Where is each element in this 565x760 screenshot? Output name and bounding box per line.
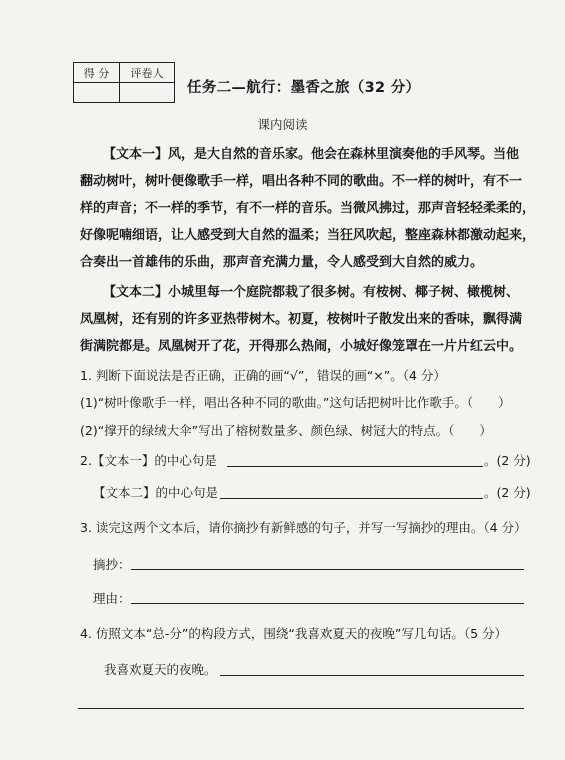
text1-line: 好像呢喃细语，让人感受到大自然的温柔；当狂风吹起，整座森林都激动起来， <box>80 228 536 243</box>
q1-item2: (2)“撑开的绿绒大伞”写出了榕树数量多、颜色绿、树冠大的特点。（ ） <box>80 423 492 438</box>
q4-stem: 4. 仿照文本“总-分”的构段方式，围绕“我喜欢夏天的夜晚”写几句话。（5 分） <box>80 626 507 641</box>
q2-text1-label: 2.【文本一】的中心句是 <box>80 453 217 468</box>
q3-excerpt-label: 摘抄： <box>93 557 131 572</box>
task-title: 任务二—航行：墨香之旅（32 分） <box>187 80 421 96</box>
q2-score-2: 。(2 分) <box>484 485 531 500</box>
q3-reason-label: 理由： <box>93 591 131 606</box>
text2-line: 【文本二】小城里每一个庭院都栽了很多树。有桉树、椰子树、橄榄树、 <box>103 285 520 300</box>
q3-stem: 3. 读完这两个文本后，请你摘抄有新鲜感的句子，并写一写摘抄的理由。（4 分） <box>80 520 527 535</box>
text1-line: 【文本一】风，是大自然的音乐家。他会在森林里演奏他的手风琴。当他 <box>103 147 520 162</box>
score-box <box>73 62 175 103</box>
q3-reason-line[interactable] <box>131 603 524 604</box>
q1-item1: (1)“树叶像歌手一样，唱出各种不同的歌曲。”这句话把树叶比作歌手。（ ） <box>80 395 511 410</box>
text2-line: 街满院都是。凤凰树开了花，开得那么热闹，小城好像笼罩在一片片红云中。 <box>80 339 523 354</box>
score-cell[interactable] <box>74 83 120 103</box>
q2-text2-label: 【文本二】的中心句是 <box>93 485 219 500</box>
section-title: 课内阅读 <box>257 117 308 132</box>
q2-answer-line-2[interactable] <box>220 498 483 499</box>
q3-excerpt-line[interactable] <box>131 569 524 570</box>
q2-answer-line-1[interactable] <box>227 466 483 467</box>
q4-answer-line-2[interactable] <box>78 708 524 709</box>
q2-score-1: 。(2 分) <box>484 453 531 468</box>
q4-start-sentence: 我喜欢夏天的夜晚。 <box>104 662 217 677</box>
q4-answer-line-1[interactable] <box>220 675 524 676</box>
text2-line: 凤凰树，还有别的许多亚热带树木。初夏，桉树叶子散发出来的香味，飘得满 <box>80 312 523 327</box>
q1-stem: 1. 判断下面说法是否正确，正确的画“√”，错误的画“×”。（4 分） <box>80 368 446 383</box>
score-header: 得 分 <box>74 63 120 83</box>
text1-line: 翻动树叶，树叶便像歌手一样，唱出各种不同的歌曲。不一样的树叶，有不一 <box>80 174 523 189</box>
grader-header: 评卷人 <box>120 63 175 83</box>
text1-line: 样的声音；不一样的季节，有不一样的音乐。当微风拂过，那声音轻轻柔柔的， <box>80 201 536 216</box>
text1-line: 合奏出一首雄伟的乐曲，那声音充满力量，令人感受到大自然的威力。 <box>80 255 484 270</box>
grader-cell[interactable] <box>120 83 175 103</box>
